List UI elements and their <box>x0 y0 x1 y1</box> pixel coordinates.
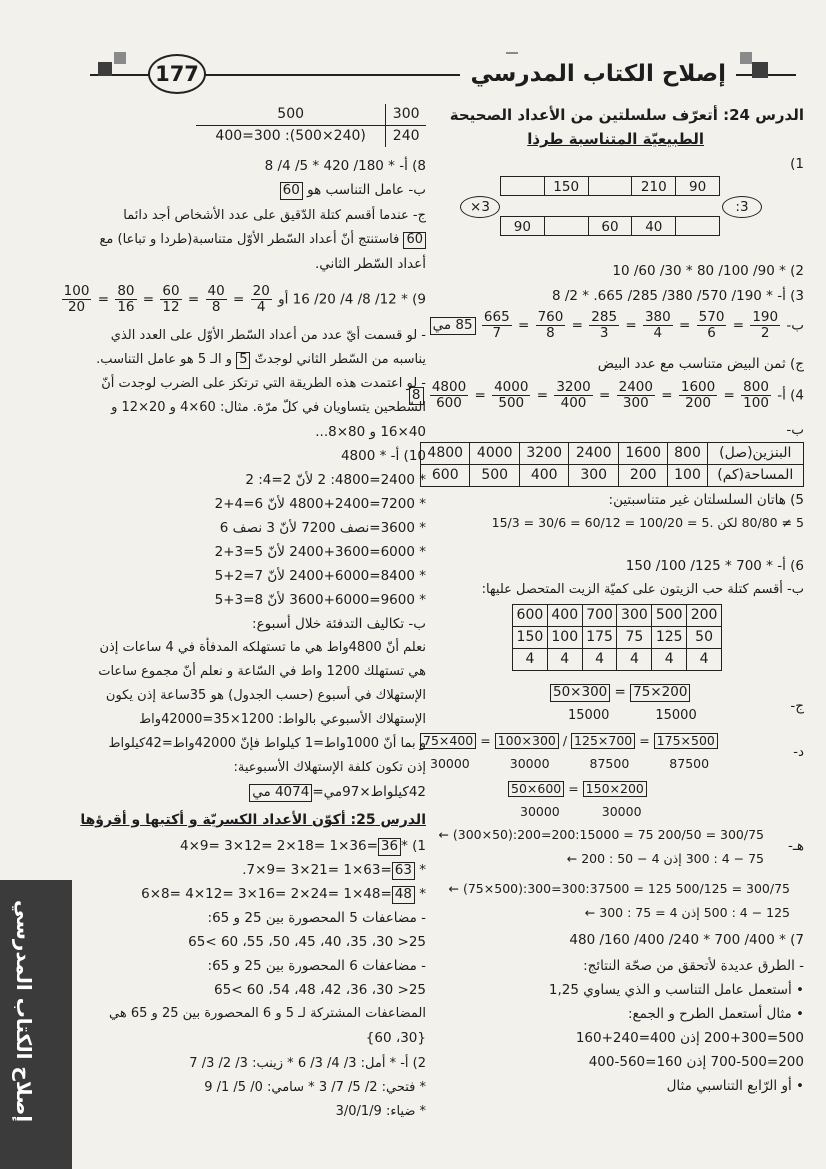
q3b-label: ب- <box>786 317 804 334</box>
q6h-line-4: 125 − 4 : 500 إذن 4 = 75 : 300 ← <box>584 905 790 920</box>
q1-label: 1) <box>790 156 804 172</box>
l25-line: 25< 30، 36، 42، 48، 54، 60 >65 <box>214 982 426 998</box>
l25-line: - مضاعفات 5 المحصورة بين 25 و 65: <box>207 910 426 926</box>
q10b-line: و بما أنّ 1000واط=1 كيلواط فإنّ 42000واط=42كيلواط <box>108 736 426 751</box>
diagram-multiply-oval: ×3 <box>460 196 500 218</box>
table-cell: 4 <box>582 649 617 671</box>
q10b-title: ب- تكاليف التدفئة خلال أسبوع: <box>252 616 426 632</box>
fraction: $\frac{570}{6}$ <box>698 309 725 341</box>
diagram-cell: 60 <box>589 217 633 235</box>
page-title: إصلاح الكتاب المدرسي <box>460 54 736 94</box>
table-cell: 50 <box>687 627 722 649</box>
q9-line-3: - لو اعتمدت هذه الطريقة التي ترتكز على الضرب لوجدت أنّ <box>101 376 426 391</box>
l25-line: {30، 60} <box>365 1030 426 1046</box>
table-cell: 700 <box>582 605 617 627</box>
fraction: $\frac{190}{2}$ <box>752 309 779 341</box>
l25-q2-line: * فتحي: 2/ 5/ 7/ 3 * سامي: 0/ 5/ 1/ 9 <box>204 1080 426 1095</box>
lesson-24-title: الدرس 24: أتعرّف سلسلتين من الأعداد الصحيحة <box>449 106 804 124</box>
fraction: $\frac{760}{8}$ <box>537 309 564 341</box>
table-cell: 1600 <box>618 443 667 465</box>
q8c-text: فاستنتج أنّ أعداد السّطر الأوّل متناسبة(طردا و تباعا) مع <box>99 232 400 247</box>
product-result: 30000 <box>520 803 560 819</box>
l25-line: المضاعفات المشتركة لـ 5 و 6 المحصورة بين 25 و 65 هي <box>109 1006 426 1021</box>
fraction: $\frac{380}{4}$ <box>644 309 671 341</box>
q6h-line-1: 300/75 = 200/50 75 = 200:15000=200:(50×300) ← <box>438 827 764 842</box>
lesson-24-subtitle: الطبيعيّة المتناسبة طرذا <box>527 130 704 148</box>
fraction: $\frac{3200}{400}$ <box>556 379 591 411</box>
q4a-label: 4) أ- <box>777 387 804 404</box>
page-number: 177 <box>148 54 206 94</box>
fraction: $\frac{665}{7}$ <box>483 309 510 341</box>
q10-line: * 8400=2400+6000 لأنّ 7=2+5 <box>214 568 426 584</box>
l25-line <box>88 836 426 856</box>
q7-line-6: • أو الرّابع التناسبي مثال <box>666 1078 804 1094</box>
table-cell: 600 <box>513 605 548 627</box>
q8c-line-1: ج- عندما أقسم كتلة الدّقيق على عدد الأشخاص أجد دائما <box>123 208 426 223</box>
table-cell: 4 <box>617 649 652 671</box>
table-cell: 3200 <box>519 443 568 465</box>
product-box: 125×700 <box>571 733 635 749</box>
q10b-line: إذن تكون كلفة الإستهلاك الأسبوعية: <box>233 760 426 775</box>
table-cell: 300 <box>617 605 652 627</box>
diagram-top-row <box>500 176 720 196</box>
diagram-bottom-row <box>500 216 720 236</box>
q9-text: * 12/ 8/ 4/ 20/ 16 أو <box>278 291 408 308</box>
table-cell: 200 <box>618 465 667 487</box>
table-cell: 400 <box>547 605 582 627</box>
q9-line-1: - لو قسمت أيّ عدد من أعداد السّطر الأوّل على العدد الذي <box>110 328 426 343</box>
q9-line-2 <box>88 350 426 370</box>
l25-text: =36×1 =18×2 =12×3 =9×4 <box>179 838 378 854</box>
l25-q2-line: * ضياء: 3/0/1/9 <box>335 1104 426 1119</box>
header-square-decor <box>740 52 752 64</box>
fraction: $\frac{80}{16}$ <box>117 283 135 315</box>
q8c-line-3: أعداد السّطر الثاني. <box>314 256 426 272</box>
table-cell: 175 <box>582 627 617 649</box>
l25-text: =63×1 =21×3 =9×7. <box>242 862 392 878</box>
table-cell: 300 <box>569 465 618 487</box>
q8a-answer: 8) أ- * 180/ 420 * 5/ 4/ 8 <box>264 158 426 174</box>
q4a-line <box>411 379 804 420</box>
q10b-line: الإستهلاك في أسبوع (حسب الجدول) هو 35ساعة إذن يكون <box>105 688 426 703</box>
table-cell: 100 <box>668 465 707 487</box>
product-box: 75×200 <box>630 684 690 702</box>
table-cell: 125 <box>652 627 687 649</box>
fuel-distance-table <box>420 442 804 487</box>
diagram-cell: 40 <box>632 217 676 235</box>
l25-q2-line: 2) أ- * أمل: 3/ 4/ 3/ 6 * زينب: 3/ 2/ 3/ 7 <box>189 1056 426 1071</box>
diagram-divide-oval: :3 <box>722 196 762 218</box>
table-row <box>421 443 804 465</box>
q9-box: 5 <box>236 352 250 369</box>
q6d-products: 75×400 = 100×300 / 125×700 = 175×500 30000 30000 87500 87500 <box>420 732 718 774</box>
page-header <box>90 48 796 100</box>
header-square-decor <box>114 52 126 64</box>
q3a-answer: 3) أ- * 190/ 570/ 380/ 285/ 665. * 2/ 8 <box>551 288 804 304</box>
q6c-label: ج- <box>790 698 804 714</box>
q9-line <box>63 283 426 324</box>
product-result: 15000 <box>655 708 697 724</box>
q9-fraction-chain: $\frac{100}{20}$ = $\frac{80}{16}$ = $\frac{60}{12}$ = $\frac{40}{8}$ = $\frac{20}{4}$ <box>63 283 270 315</box>
l25-line: * 63=63×1 =21×3 =9×7. <box>242 862 426 878</box>
diagram-cell: 210 <box>632 177 676 195</box>
table-cell: 2400 <box>569 443 618 465</box>
q10b-result-line <box>88 782 426 802</box>
q9-text: و الـ 5 هو عامل التناسب. <box>96 352 233 367</box>
diagram-cell: 90 <box>501 217 545 235</box>
product-box: 50×300 <box>550 684 610 702</box>
q4b-label: ب- <box>786 422 804 438</box>
q10b-line: هي تستهلك 1200 واط في السّاعة و نعلم أنّ مجموع ساعات <box>98 664 426 679</box>
q9-line-5: 40×16 و 80×8... <box>315 424 426 440</box>
q10b-result-box: 4074 مي <box>249 784 312 802</box>
header-square-decor <box>98 62 112 76</box>
table-cell: 400=300 :(500×240) <box>196 126 386 148</box>
q8c-line-2 <box>88 230 426 250</box>
q10-line: * 3600=نصف 7200 لأنّ 3 نصف 6 <box>219 520 426 536</box>
l25-box: 63 <box>392 862 415 880</box>
q9-line-4: السّطحين يتساويان في كلّ مرّة. مثال: 60×4 و 20×12 و <box>111 400 426 415</box>
q3b-result-box: 85 مي <box>430 317 476 335</box>
fraction: $\frac{20}{4}$ <box>252 283 270 315</box>
table-row-header: البنزين(صل) <box>707 443 803 465</box>
q6c-products: 50×300 = 75×200 15000 15000 <box>550 682 697 726</box>
header-square-decor <box>752 62 768 78</box>
fraction: $\frac{4800}{600}$ <box>431 379 467 411</box>
l25-box: 48 <box>392 886 415 904</box>
table-cell: 100 <box>547 627 582 649</box>
q8b-box: 60 <box>280 182 303 200</box>
q4a-result-box: 8 <box>409 387 424 405</box>
product-result: 15000 <box>568 708 610 724</box>
q6h-line-2: 75 − 4 : 300 إذن 4 − 50 : 200 ← <box>566 851 764 866</box>
table-row-header: المساحة(كم) <box>707 465 803 487</box>
q3b-line <box>420 310 804 350</box>
product-result: 30000 <box>509 755 550 771</box>
table-cell: 4 <box>687 649 722 671</box>
q7-line-1: - الطرق عديدة لأتحقق من صحّة النتائج: <box>583 958 804 974</box>
table-cell: 150 <box>513 627 548 649</box>
q7-answer: 7) * 400/ 700 * 240/ 400/ 160/ 480 <box>569 932 804 948</box>
table-cell: 4 <box>513 649 548 671</box>
right-column <box>411 104 804 1164</box>
q10b-line: نعلم أنّ 4800واط هي ما تستهلكه المدفأة في 4 ساعات إذن <box>99 640 426 655</box>
q7-line-3: • مثال أستعمل الطرح و الجمع: <box>627 1006 804 1022</box>
table-cell: 200 <box>687 605 722 627</box>
l25-line: * 48=48×1 =24×2 =16×3 =12×4 =8×6 <box>141 886 426 902</box>
q10-line: * 2400=4800: 2 لأنّ 2=4: 2 <box>245 472 426 488</box>
l25-box: 36 <box>378 838 401 856</box>
q8b-text: ب- عامل التناسب هو <box>307 182 426 198</box>
l25-text: 1) * <box>401 838 426 854</box>
left-column-text <box>63 104 426 1164</box>
q8b-line <box>88 180 426 200</box>
q6d-label: د- <box>793 744 804 760</box>
table-cell: 4 <box>547 649 582 671</box>
q10a-answer: 10) أ- * 4800 <box>340 448 426 464</box>
l25-line: 25< 30، 35، 40، 45، 50، 55، 60 >65 <box>188 934 426 950</box>
q6h-line-3: 300/75 = 500/125 125 = 300:37500=300:(500×75) ← <box>448 881 790 896</box>
product-result: 30000 <box>601 803 642 819</box>
fraction: $\frac{60}{12}$ <box>162 283 180 315</box>
q7-line-5: 200=700-500 إذن 160=560-400 <box>588 1054 804 1070</box>
fraction: $\frac{800}{100}$ <box>743 379 769 411</box>
table-cell: 500 <box>196 104 386 126</box>
q10-line: * 6000=2400+3600 لأنّ 5=3+2 <box>214 544 426 560</box>
q6h-label: هـ- <box>788 838 804 854</box>
q2-answer: 2) * 90/ 100/ 80 * 30/ 60/ 10 <box>612 263 804 279</box>
table-cell: 500 <box>470 465 519 487</box>
q6b-label: ب- أقسم كتلة حب الزيتون على كميّة الزيت المتحصل عليها: <box>481 582 804 597</box>
table-cell: 500 <box>652 605 687 627</box>
table-cell: 4800 <box>421 443 470 465</box>
q8c-box: 60 <box>403 232 426 249</box>
table-row <box>513 627 722 649</box>
table-cell: 4000 <box>470 443 519 465</box>
product-box: 150×200 <box>583 781 647 797</box>
fraction: $\frac{2400}{300}$ <box>618 379 653 411</box>
q3c-answer: ج) ثمن البيض متناسب مع عدد البيض <box>597 356 804 372</box>
product-box: 50×600 <box>508 781 564 797</box>
q5-label: 5) هاتان السلسلتان غير متناسبتين: <box>608 492 804 508</box>
q9-text: يناسبه من السّطر الثاني لوجدتّ <box>254 352 426 367</box>
fraction: $\frac{1600}{200}$ <box>680 379 716 411</box>
table-cell: 400 <box>519 465 568 487</box>
q7-line-4: 500=200+300 إذن 400=240+160 <box>575 1030 804 1046</box>
table-cell: 800 <box>668 443 707 465</box>
table-row <box>513 605 722 627</box>
lesson-25-title: الدرس 25: أكوّن الأعداد الكسريّة و أكتبها و أقرؤها <box>80 812 426 828</box>
q4a-fraction-chain: $\frac{4800}{600}$ = $\frac{4000}{500}$ = $\frac{3200}{400}$ = $\frac{2400}{300}$ = $\frac{1600}{200}$ = $\frac{800}{100}$ <box>431 379 769 411</box>
table-cell: 4 <box>652 649 687 671</box>
q10b-text: 42كيلواط×97مي= <box>312 784 426 800</box>
q10-line: * 9600=3600+6000 لأنّ 8=3+5 <box>214 592 426 608</box>
q9-label: 9) <box>412 291 426 308</box>
table-cell: 600 <box>421 465 470 487</box>
table-cell: 75 <box>617 627 652 649</box>
fraction: $\frac{285}{3}$ <box>591 309 618 341</box>
product-result: 87500 <box>589 755 630 771</box>
table-cell: 300 <box>386 104 426 126</box>
q6a-answer: 6) أ- * 700 * 125/ 100/ 150 <box>625 558 804 574</box>
q10b-line: الإستهلاك الأسبوعي بالواط: 1200×35=42000واط <box>139 712 426 727</box>
sidebar-text: إصلاح الكتاب المدرسي <box>12 900 36 1123</box>
diagram-cell: 150 <box>545 177 589 195</box>
q7-line-2: • أستعمل عامل التناسب و الذي يساوي 1,25 <box>548 982 804 998</box>
l25-line: - مضاعفات 6 المحصورة بين 25 و 65: <box>207 958 426 974</box>
product-result: 87500 <box>669 755 710 771</box>
ratio-diagram <box>460 172 760 242</box>
olive-oil-table <box>512 604 722 671</box>
diagram-cell: 90 <box>688 179 707 195</box>
fraction: $\frac{4000}{500}$ <box>494 379 529 411</box>
product-box: 75×400 <box>420 733 476 749</box>
sidebar-tab <box>0 880 72 1169</box>
table-row <box>513 649 722 671</box>
q5-equation: 5 ≠ 80/80 لكن .5 = 100/20 = 60/12 = 30/6 = 15/3 <box>491 515 804 530</box>
fraction: $\frac{40}{8}$ <box>207 283 225 315</box>
table-cell: 240 <box>386 126 426 148</box>
table-row <box>421 465 804 487</box>
product-box: 175×500 <box>654 733 718 749</box>
l25-text: =48×1 =24×2 =16×3 =12×4 =8×6 <box>141 886 392 902</box>
q3b-fraction-chain: $\frac{665}{7}$ = $\frac{760}{8}$ = $\frac{285}{3}$ = $\frac{380}{4}$ = $\frac{570}{6}$ = $\frac{190}{2}$ <box>483 309 779 341</box>
fraction: $\frac{100}{20}$ <box>63 283 90 315</box>
q6d2-products: 50×600 = 150×200 30000 30000 <box>508 780 647 822</box>
q10-line: * 7200=4800+2400 لأنّ 6=4+2 <box>214 496 426 512</box>
product-box: 100×300 <box>495 733 559 749</box>
product-result: 30000 <box>430 755 470 771</box>
